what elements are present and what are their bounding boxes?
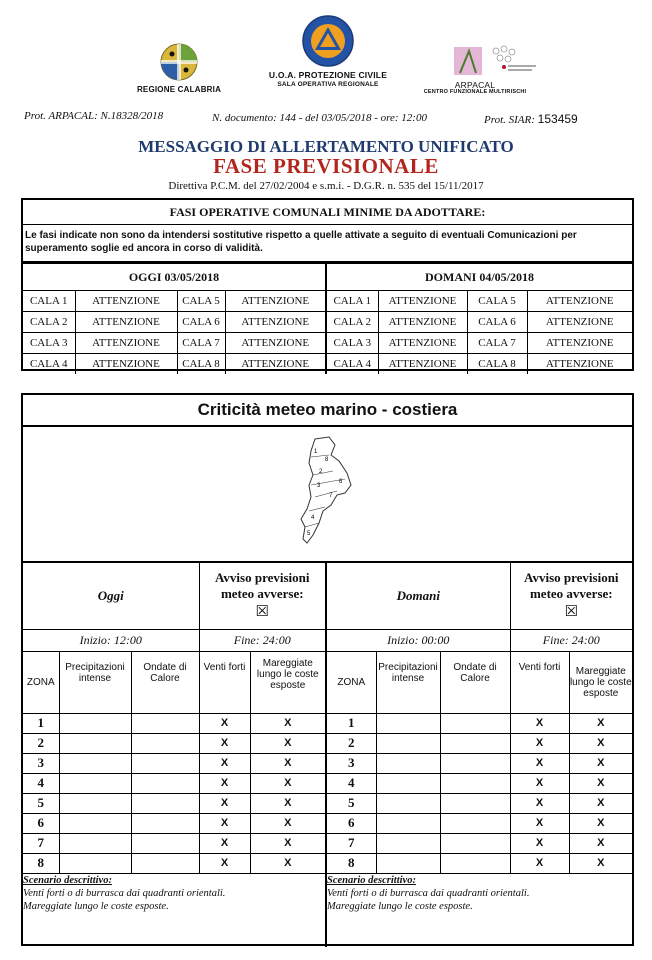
zone-venti: X <box>199 713 250 733</box>
arpacal-logo <box>452 43 542 79</box>
cala-name: CALA 4 <box>23 354 75 375</box>
domani-label-cell <box>326 563 510 629</box>
oggi-label-cell <box>23 563 199 629</box>
protezione-civile-logo <box>301 14 355 68</box>
domani-scenario <box>326 873 632 947</box>
zone-mareggiate: X <box>569 813 632 833</box>
protezione-civile-caption-line1: U.O.A. PROTEZIONE CIVILE <box>268 70 388 80</box>
fasi-operative-box <box>21 198 634 371</box>
zone-mareggiate: X <box>250 753 326 773</box>
zone-ondate <box>440 733 510 753</box>
zone-ondate <box>440 793 510 813</box>
prot-arpacal: Prot. ARPACAL: N.18328/2018 <box>24 110 164 122</box>
cala-name: CALA 2 <box>326 312 378 333</box>
map-zone-label: 1 <box>314 449 318 455</box>
zone-ondate <box>440 853 510 873</box>
zone-number: 7 <box>326 833 376 853</box>
zone-venti: X <box>199 733 250 753</box>
regione-calabria-caption: REGIONE CALABRIA <box>136 85 222 94</box>
regione-calabria-logo <box>155 40 203 84</box>
zone-venti: X <box>510 733 569 753</box>
zone-venti: X <box>199 773 250 793</box>
zone-ondate <box>131 773 199 793</box>
cala-row <box>23 291 632 312</box>
col-venti: Venti forti <box>510 651 569 713</box>
zone-number: 8 <box>326 853 376 873</box>
zone-number: 1 <box>326 713 376 733</box>
domani-fine: Fine: 24:00 <box>510 629 632 651</box>
scenario-line2: Mareggiate lungo le coste esposte. <box>327 900 473 912</box>
fasi-note: Le fasi indicate non sono da intendersi sostitutive rispetto a quelle attivate a seguito di eventuali Comunicazioni per superamento soglie ed ancora in corso di validità. <box>23 225 632 263</box>
cala-name: CALA 8 <box>177 354 225 375</box>
zone-row <box>23 853 632 873</box>
zone-venti: X <box>510 753 569 773</box>
zone-venti: X <box>199 833 250 853</box>
zone-mareggiate: X <box>250 733 326 753</box>
zone-prec <box>376 793 440 813</box>
zone-venti: X <box>510 773 569 793</box>
criticita-box <box>21 393 634 946</box>
prot-siar <box>484 112 578 126</box>
cala-phase: ATTENZIONE <box>527 291 632 312</box>
zone-mareggiate: X <box>250 833 326 853</box>
cala-name: CALA 7 <box>177 333 225 354</box>
zone-venti: X <box>510 713 569 733</box>
oggi-scenario <box>23 873 326 947</box>
protezione-civile-caption <box>245 70 411 90</box>
zone-venti: X <box>199 793 250 813</box>
cala-name: CALA 5 <box>177 291 225 312</box>
fasi-heading: FASI OPERATIVE COMUNALI MINIME DA ADOTTARE: <box>23 200 632 225</box>
cala-name: CALA 8 <box>467 354 527 375</box>
oggi-avviso-cell <box>199 563 326 629</box>
col-precipitazioni: Precipitazioni intense <box>59 651 131 713</box>
zone-mareggiate: X <box>569 713 632 733</box>
scenario-line1: Venti forti o di burrasca dai quadranti orientali. <box>327 887 530 899</box>
zone-number: 8 <box>23 853 59 873</box>
cala-table <box>23 263 632 374</box>
zone-venti: X <box>510 793 569 813</box>
scenario-line1: Venti forti o di burrasca dai quadranti orientali. <box>23 887 226 899</box>
col-mareggiate: Mareggiate lungo le coste esposte <box>250 651 326 713</box>
cala-phase: ATTENZIONE <box>225 291 326 312</box>
col-zona: ZONA <box>23 651 59 713</box>
zone-mareggiate: X <box>569 833 632 853</box>
arpacal-subtitle: CENTRO FUNZIONALE MULTIRISCHI <box>423 89 527 95</box>
cala-phase: ATTENZIONE <box>225 354 326 375</box>
domani-avviso-cell <box>510 563 632 629</box>
zone-prec <box>59 753 131 773</box>
zone-mareggiate: X <box>569 753 632 773</box>
cala-phase: ATTENZIONE <box>527 312 632 333</box>
scenario-label: Scenario descrittivo: <box>327 874 416 886</box>
oggi-inizio: Inizio: 12:00 <box>23 629 199 651</box>
zone-ondate <box>131 833 199 853</box>
prot-siar-label: Prot. SIAR: <box>484 114 535 126</box>
zone-mareggiate: X <box>569 853 632 873</box>
zone-prec <box>376 813 440 833</box>
arpacal-name: ARPACAL <box>454 80 496 90</box>
cala-phase: ATTENZIONE <box>378 291 467 312</box>
cala-name: CALA 3 <box>23 333 75 354</box>
phase-title: FASE PREVISIONALE <box>213 154 439 178</box>
criticita-table <box>23 563 632 947</box>
zone-number: 5 <box>326 793 376 813</box>
zone-prec <box>376 773 440 793</box>
zone-ondate <box>131 853 199 873</box>
n-documento: N. documento: 144 - del 03/05/2018 - ore: 12:00 <box>212 112 427 124</box>
cala-name: CALA 4 <box>326 354 378 375</box>
zone-prec <box>376 733 440 753</box>
oggi-fine: Fine: 24:00 <box>199 629 326 651</box>
zone-ondate <box>131 793 199 813</box>
oggi-header: OGGI 03/05/2018 <box>23 264 326 291</box>
cala-name: CALA 6 <box>467 312 527 333</box>
cala-phase: ATTENZIONE <box>527 333 632 354</box>
scenario-line2: Mareggiate lungo le coste esposte. <box>23 900 169 912</box>
zone-ondate <box>440 813 510 833</box>
zone-prec <box>59 773 131 793</box>
zone-number: 6 <box>23 813 59 833</box>
col-ondate: Ondate di Calore <box>440 651 510 713</box>
cala-name: CALA 1 <box>23 291 75 312</box>
protezione-civile-caption-line2: SALA OPERATIVA REGIONALE <box>277 81 379 88</box>
zone-prec <box>59 853 131 873</box>
zone-number: 6 <box>326 813 376 833</box>
zone-venti: X <box>199 853 250 873</box>
zone-mareggiate: X <box>250 793 326 813</box>
col-ondate: Ondate di Calore <box>131 651 199 713</box>
cala-phase: ATTENZIONE <box>75 291 177 312</box>
zone-mareggiate: X <box>250 853 326 873</box>
cala-name: CALA 6 <box>177 312 225 333</box>
map-zone-label: 6 <box>339 479 343 485</box>
cala-phase: ATTENZIONE <box>225 312 326 333</box>
zone-prec <box>59 733 131 753</box>
oggi-label: Oggi <box>97 587 124 603</box>
zone-number: 3 <box>326 753 376 773</box>
calabria-zones-map <box>295 435 365 547</box>
zone-ondate <box>440 753 510 773</box>
zone-prec <box>59 793 131 813</box>
cala-phase: ATTENZIONE <box>527 354 632 375</box>
direttiva-line: Direttiva P.C.M. del 27/02/2004 e s.m.i. - D.G.R. n. 535 del 15/11/2017 <box>168 180 484 192</box>
col-precipitazioni: Precipitazioni intense <box>376 651 440 713</box>
zone-row <box>23 793 632 813</box>
zone-row <box>23 773 632 793</box>
scenario-label: Scenario descrittivo: <box>23 874 112 886</box>
zone-prec <box>59 813 131 833</box>
zone-venti: X <box>199 813 250 833</box>
zone-mareggiate: X <box>569 793 632 813</box>
zone-venti: X <box>199 753 250 773</box>
zone-number: 7 <box>23 833 59 853</box>
cala-phase: ATTENZIONE <box>75 333 177 354</box>
zone-ondate <box>131 753 199 773</box>
zone-ondate <box>131 713 199 733</box>
cala-name: CALA 1 <box>326 291 378 312</box>
cala-name: CALA 2 <box>23 312 75 333</box>
zone-number: 1 <box>23 713 59 733</box>
main-title: MESSAGGIO DI ALLERTAMENTO UNIFICATO <box>138 137 514 156</box>
zone-prec <box>376 713 440 733</box>
zone-number: 5 <box>23 793 59 813</box>
cala-phase: ATTENZIONE <box>75 312 177 333</box>
zone-number: 2 <box>326 733 376 753</box>
zone-mareggiate: X <box>250 813 326 833</box>
zone-number: 3 <box>23 753 59 773</box>
zone-row <box>23 733 632 753</box>
zone-prec <box>59 833 131 853</box>
zone-ondate <box>131 813 199 833</box>
cala-name: CALA 5 <box>467 291 527 312</box>
domani-avviso-text: Avviso previsioni meteo avverse: <box>524 569 619 601</box>
col-venti: Venti forti <box>199 651 250 713</box>
zone-ondate <box>131 733 199 753</box>
cala-phase: ATTENZIONE <box>75 354 177 375</box>
zone-prec <box>59 713 131 733</box>
cala-phase: ATTENZIONE <box>378 354 467 375</box>
oggi-avviso-text: Avviso previsioni meteo avverse: <box>215 569 310 601</box>
zone-venti: X <box>510 853 569 873</box>
map-zone-label: 4 <box>311 515 315 521</box>
zone-venti: X <box>510 833 569 853</box>
cala-phase: ATTENZIONE <box>225 333 326 354</box>
oggi-checkbox: ☒ <box>255 603 269 620</box>
domani-checkbox: ☒ <box>564 603 579 620</box>
zone-venti: X <box>510 813 569 833</box>
zone-ondate <box>440 773 510 793</box>
criticita-title: Criticità meteo marino - costiera <box>23 395 632 427</box>
zone-mareggiate: X <box>250 713 326 733</box>
map-zone-label: 2 <box>319 469 323 475</box>
map-zone-label: 7 <box>329 493 333 499</box>
zone-prec <box>376 853 440 873</box>
map-zone-label: 3 <box>317 483 321 489</box>
zone-prec <box>376 753 440 773</box>
cala-row <box>23 312 632 333</box>
cala-phase: ATTENZIONE <box>378 333 467 354</box>
zone-mareggiate: X <box>569 733 632 753</box>
prot-siar-value: 153459 <box>537 112 578 126</box>
cala-row <box>23 333 632 354</box>
zone-row <box>23 753 632 773</box>
map-zone-label: 8 <box>325 457 329 463</box>
cala-row <box>23 354 632 375</box>
zone-ondate <box>440 713 510 733</box>
zone-row <box>23 813 632 833</box>
zone-number: 4 <box>23 773 59 793</box>
calabria-map-area <box>23 427 632 563</box>
cala-name: CALA 3 <box>326 333 378 354</box>
domani-header: DOMANI 04/05/2018 <box>326 264 632 291</box>
zone-row <box>23 713 632 733</box>
domani-label: Domani <box>396 587 440 603</box>
cala-name: CALA 7 <box>467 333 527 354</box>
col-zona: ZONA <box>326 651 376 713</box>
zone-row <box>23 833 632 853</box>
col-mareggiate: Mareggiate lungo le coste esposte <box>569 651 632 713</box>
zone-mareggiate: X <box>250 773 326 793</box>
map-zone-label: 5 <box>307 531 311 537</box>
zone-ondate <box>440 833 510 853</box>
zone-number: 4 <box>326 773 376 793</box>
zone-number: 2 <box>23 733 59 753</box>
zone-mareggiate: X <box>569 773 632 793</box>
domani-inizio: Inizio: 00:00 <box>326 629 510 651</box>
cala-phase: ATTENZIONE <box>378 312 467 333</box>
zone-prec <box>376 833 440 853</box>
